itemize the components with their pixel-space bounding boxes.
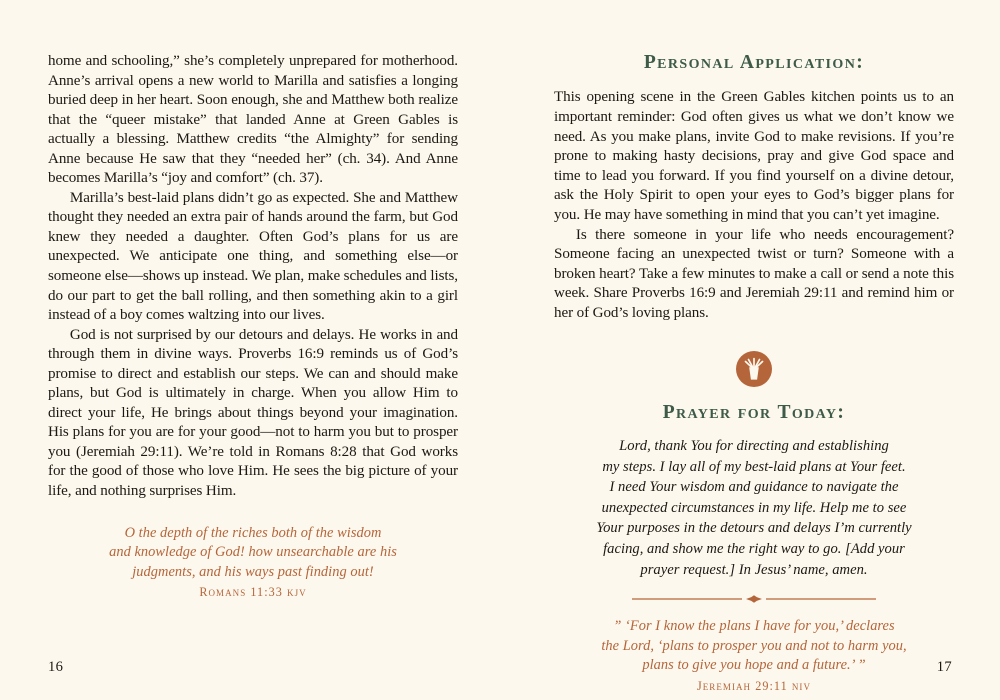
paragraph: home and schooling,” she’s completely unprepared for motherhood. Anne’s arrival opens a new world to Marilla and satisfies a longing buried deep in her heart. Soon enough, she and Matthew both realize that the “queer mistake” that landed Anne at Green Gables is actually a blessing. Matthew credits “the Almighty” for sending Anne because He saw that they “needed her” (ch. 34). And Anne becomes Marilla’s “joy and comfort” (ch. 37). [48,53,458,187]
left-page-body [48,52,458,632]
spacer [554,324,954,350]
spacer [554,580,954,594]
spacer [554,604,954,617]
scripture-quote-block [48,524,458,601]
paragraph: God is not surprised by our detours and delays. He works in and through them in divine ways. Proverbs 16:9 reminds us of God’s promise to direct and establish our steps. We can and should make plans, but God is ultimately in charge. When you allow Him to direct your life, He brings about things beyond your imagination. His plans for you are for your good—not to harm you but to prosper you (Jeremiah 29:11). We’re told in Romans 8:28 that God works for the good of those who love Him. He sees the big picture of your life, and nothing surprises Him. [48,326,458,500]
scripture-reference: Jeremiah 29:11 niv [696,678,812,693]
scripture-line: and knowledge of God! how unsearchable are his [109,544,397,561]
sprout-medallion-icon [735,350,773,388]
prayer-block [554,436,954,580]
spacer [554,423,954,436]
right-page [500,0,1000,700]
prayer-line: facing, and show me the right way to go. [Add your [603,540,905,557]
personal-application-heading: Personal Application: [643,52,865,73]
sprout-medallion-ornament [554,350,954,388]
scripture-line: ” ‘For I know the plans I have for you,’ declares [613,618,895,635]
scripture-line: O the depth of the riches both of the wisdom [124,524,382,541]
scripture-line: plans to give you hope and a future.’ ” [642,657,866,674]
page-number-right: 17 [936,659,952,675]
scripture-reference: Romans 11:33 kjv [199,585,307,600]
spacer [554,388,954,402]
paragraph: Marilla’s best-laid plans didn’t go as expected. She and Matthew thought they needed an extra pair of hands around the farm, but God knew they needed a daughter. Often God’s plans for us are unexpected. We anticipate one thing, and something else—or someone else—shows up instead. We plan, make schedules and lists, do our part to get the ball rolling, and then something akin to a girl instead of a boy comes waltzing into our lives. [48,189,458,324]
scripture-line: the Lord, ‘plans to prosper you and not to harm you, [601,637,907,654]
paragraph: Is there someone in your life who needs encouragement? Someone facing an unexpected twist or turn? Someone with a broken heart? Take a few minutes to make a call or send a note this week. Share Proverbs 16:9 and Jeremiah 29:11 and remind him or her of God’s loving plans. [554,226,954,321]
prayer-line: my steps. I lay all of my best-laid plans at Your feet. [602,458,906,475]
spacer [48,502,458,524]
prayer-line: Lord, thank You for directing and establishing [619,438,889,454]
diamond-rule-divider-icon [630,594,878,604]
paragraph: This opening scene in the Green Gables kitchen points us to an important reminder: God often gives us what we don’t know we need. As you make plans, invite God to make revisions. If you’re prone to making hasty decisions, pray and give God space and time to lead you forward. If you find yourself on a divine detour, ask the Holy Spirit to open your eyes to God’s bigger plans for you. He may have something in mind that you can’t yet imagine. [554,89,954,223]
scripture-line: judgments, and his ways past finding out! [132,563,374,580]
prayer-line: unexpected circumstances in my life. Help me to see [601,499,907,516]
spacer [554,73,954,88]
scripture-quote-block [554,617,954,694]
prayer-for-today-heading: Prayer for Today: [662,401,846,423]
prayer-line: Your purposes in the detours and delays I’m currently [596,520,912,537]
prayer-line: I need Your wisdom and guidance to navigate the [609,479,899,496]
section-divider [554,594,954,604]
prayer-line: prayer request.] In Jesus’ name, amen. [640,561,868,578]
page-number-left: 16 [48,659,64,675]
